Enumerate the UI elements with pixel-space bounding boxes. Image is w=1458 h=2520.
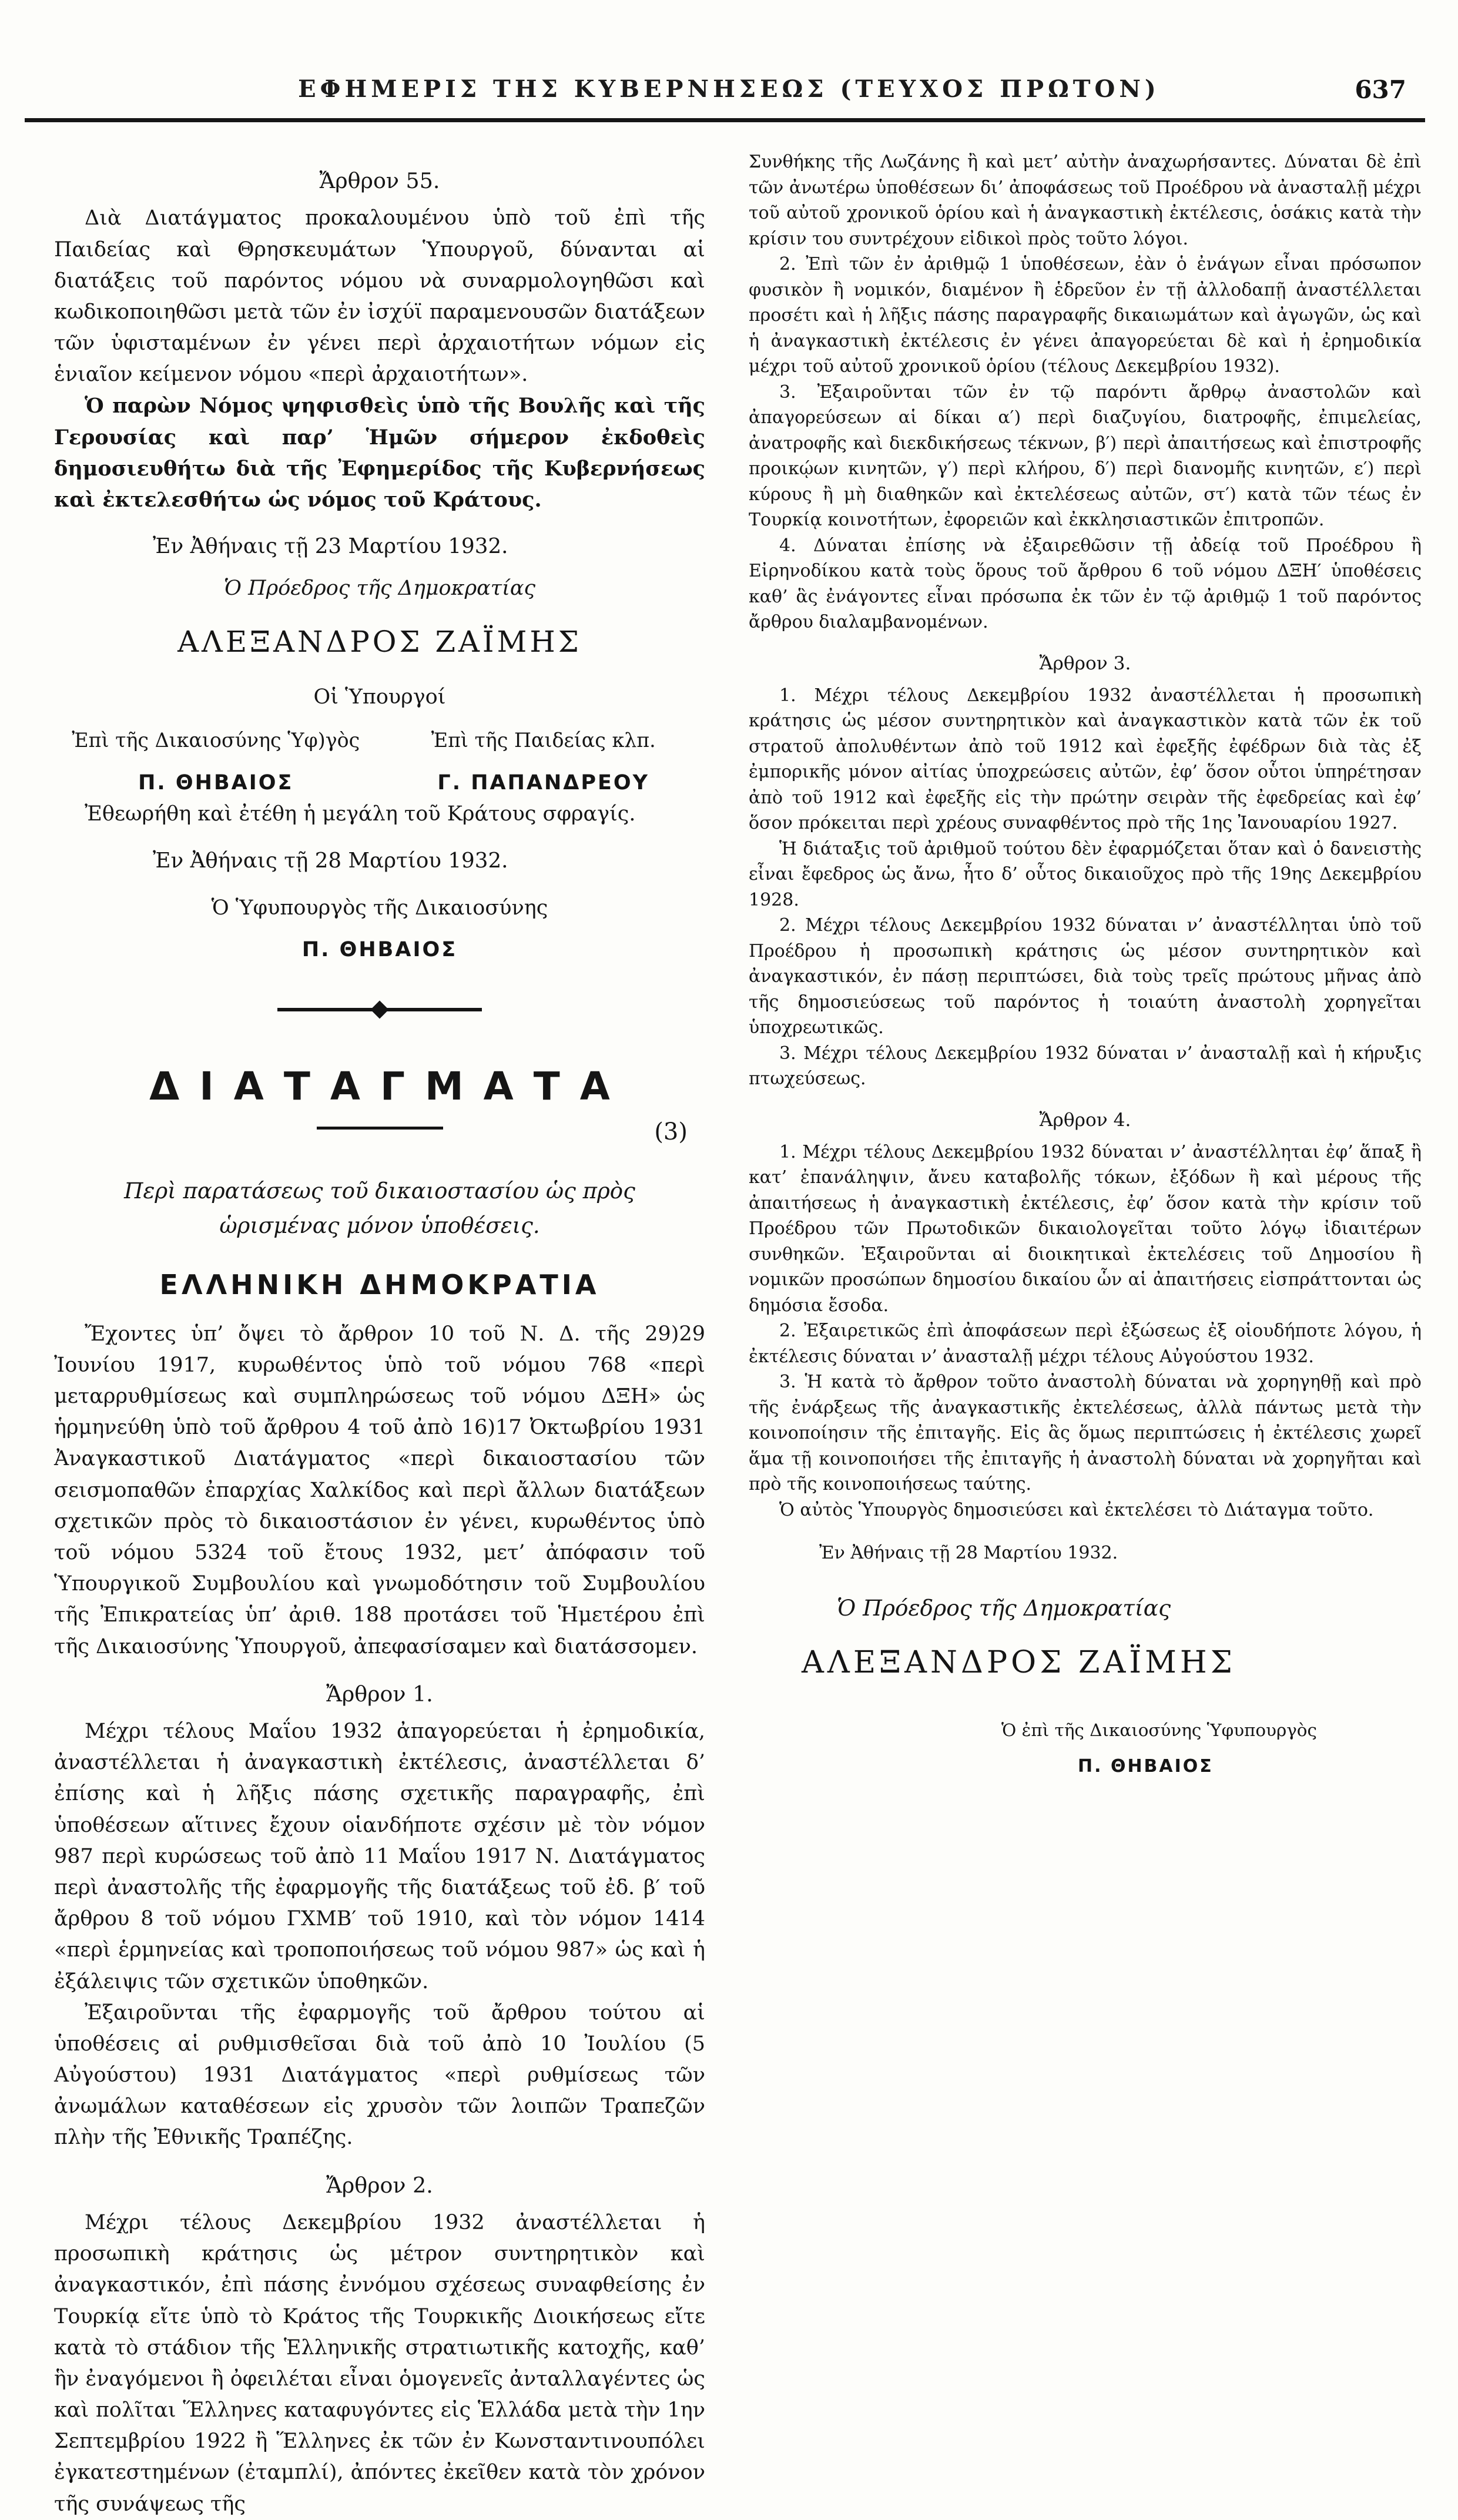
article-55-heading: Ἄρθρον 55. [319,168,440,193]
hellenic-republic-heading: ΕΛΛΗΝΙΚΗ ΔΗΜΟΚΡΑΤΙΑ [159,1268,600,1301]
article-3-paragraph-4: 3. Μέχρι τέλους Δεκεμβρίου 1932 δύναται ν’ ἀνασταλῇ καὶ ἡ κήρυξις πτωχεύσεως. [749,1043,1422,1090]
president-title-right: Ὁ Πρόεδρος τῆς Δημοκρατίας [837,1594,1171,1621]
article-2-paragraph-4: 4. Δύναται ἐπίσης νὰ ἐξαιρεθῶσιν τῇ ἀδείᾳ τοῦ Προέδρου ἢ Εἰρηνοδίκου κατὰ τοὺς ὅρους τοῦ ἄρθρου 6 τοῦ νόμου ΔΞΗ′ ὑποθέσεις καθ’ ἃς ἐνάγοντες εἶναι πρόσωπα ἐκ τῶν ἐν τῷ ἀριθμῷ 1 τοῦ παρόντος ἄρθρου διαλαμβανομένων. [749,535,1422,632]
gazette-masthead [0,0,1458,103]
minister-justice [65,726,367,799]
minister-justice-name: Π. ΘΗΒΑΙΟΣ [138,770,294,795]
page-number: 637 [1355,75,1406,104]
article-1-heading: Ἄρθρον 1. [326,1681,433,1707]
seal-statement: Ἐθεωρήθη καὶ ἐτέθη ἡ μεγάλη τοῦ Κράτους σφραγίς. [85,802,636,826]
article-4-paragraph-1: 1. Μέχρι τέλους Δεκεμβρίου 1932 δύναται ν’ ἀναστέλληται ἐφ’ ἅπαξ ἢ κατ’ ἐπανάληψιν, ἄνευ καταβολῆς τόκων, ἐξόδων ἢ καὶ μέρους τῆς ἀπαιτήσεως ἡ ἀναγκαστικὴ ἐκτέλεσις, ἐφ’ ὅσον κατὰ τὴν κρίσιν τοῦ Προέδρου τῶν Πρωτοδικῶν δικαιολογεῖται τοῦτο λόγῳ ἰδιαιτέρων συνθηκῶν. Ἐξαιροῦνται αἱ διοικητικαὶ ἐκτελέσεις τοῦ Δημοσίου ἢ νομικῶν προσώπων δημοσίου δικαίου ὧν αἱ ἀπαιτήσεις εἰσπράττονται ὡς δημόσια ἔσοδα. [749,1141,1422,1316]
article-3-paragraph-1: 1. Μέχρι τέλους Δεκεμβρίου 1932 ἀναστέλλεται ἡ προσωπικὴ κράτησις ὡς μέσον συντηρητικὸν καὶ ἀναγκαστικὸν κατὰ τῶν ἐκ τοῦ στρατοῦ ἀπολυθέντων ἀπὸ τοῦ 1912 καὶ ἐφεξῆς ἐφέδρων διὰ τὰς ἐξ ἐμπορικῆς μόνον αἰτίας ὑποχρεώσεις αὐτῶν, ἐφ’ ὅσον οὗτοι ὑπηρέτησαν ἀπὸ τοῦ 1912 καὶ ἐφεξῆς εἰς τὴν πρώτην σειρὰν τῆς ἐφεδρείας καὶ ἐφ’ ὅσον πρόκειται περὶ χρέους συναφθέντος πρὸ τῆς 1ης Ἰανουαρίου 1927. [749,685,1422,834]
decree-number: (3) [654,1118,688,1146]
dateline-athens-23-march-1932: Ἐν Ἀθήναις τῇ 23 Μαρτίου 1932. [153,534,508,559]
minister-justice-label: Ἐπὶ τῆς Δικαιοσύνης Ὑφ)γὸς [72,729,360,752]
undersecretary-name-right: Π. ΘΗΒΑΙΟΣ [1078,1756,1214,1777]
article-2-paragraph-1-continuation: Συνθήκης τῆς Λωζάνης ἢ καὶ μετ’ αὐτὴν ἀναχωρήσαντες. Δύναται δὲ ἐπὶ τῶν ἀνωτέρω ὑποθέσεων δι’ ἀποφάσεως τοῦ Προέδρου νὰ ἀνασταλῇ μέχρι τοῦ αὐτοῦ χρονικοῦ ὁρίου καὶ ἡ ἀναγκαστικὴ ἐκτέλεσις, ὁσάκις κατὰ τὴν κρίσιν του συντρέχουν εἰδικοὶ πρὸς τοῦτο λόγοι. [749,152,1422,249]
undersecretary-title-right: Ὁ ἐπὶ τῆς Δικαιοσύνης Ὑφυπουργὸς [1001,1720,1317,1741]
closing-execution-paragraph: Ὁ αὐτὸς Ὑπουργὸς δημοσιεύσει καὶ ἐκτελέσει τὸ Διάταγμα τοῦτο. [779,1499,1374,1520]
president-name: ΑΛΕΞΑΝΔΡΟΣ ΖΑΪΜΗΣ [177,624,582,659]
minister-education-label: Ἐπὶ τῆς Παιδείας κλπ. [431,729,656,752]
president-title: Ὁ Πρόεδρος τῆς Δημοκρατίας [223,577,536,601]
article-2-heading: Ἄρθρον 2. [326,2172,433,2198]
article-4-paragraph-3: 3. Ἡ κατὰ τὸ ἄρθρον τοῦτο ἀναστολὴ δύναται νὰ χορηγηθῇ καὶ πρὸ τῆς ἐνάρξεως τῆς ἀναγκαστικῆς ἐκτελέσεως, ἀλλὰ πάντως μετὰ τὴν κοινοποίησιν τῆς ἐπιταγῆς. Εἰς ἃς ὅμως περιπτώσεις ἡ ἐκτέλεσις χωρεῖ ἅμα τῇ κοινοποιήσει τῆς ἐπιταγῆς ἡ ἀναστολὴ δύναται νὰ χορηγῆται καὶ πρὸ τῆς κοινοποιήσεως ταύτης. [749,1372,1422,1495]
article-2-paragraph-2: 2. Ἐπὶ τῶν ἐν ἀριθμῷ 1 ὑποθέσεων, ἐὰν ὁ ἐνάγων εἶναι πρόσωπον φυσικὸν ἢ νομικόν, διαμένον ἢ ἑδρεῦον ἐν τῇ ἀλλοδαπῇ ἀναστέλλεται προσέτι καὶ ἡ λῆξις πάσης παραγραφῆς δικαιωμάτων καὶ ἀγωγῶν, ὡς καὶ ἡ ἀναγκαστικὴ ἐκτέλεσις ἐν γένει ἀπαγορεύεται δὲ καὶ ἡ ἐρημοδικία μέχρι τοῦ αὐτοῦ χρονικοῦ ὁρίου (τέλους Δεκεμβρίου 1932). [749,254,1422,377]
decree-preamble: Ἔχοντες ὑπ’ ὄψει τὸ ἄρθρον 10 τοῦ Ν. Δ. τῆς 29)29 Ἰουνίου 1917, κυρωθέντος ὑπὸ τοῦ νόμου 768 «περὶ μεταρρυθμίσεως καὶ συμπληρώσεως τοῦ νόμου ΔΞΗ» ὡς ἡρμηνεύθη ὑπὸ τοῦ ἄρθρου 4 τοῦ ἀπὸ 16)17 Ὀκτωβρίου 1931 Ἀναγκαστικοῦ Διατάγματος «περὶ δικαιοστασίου τῶν σεισμοπαθῶν ἐπαρχίας Χαλκίδος καὶ περὶ ἄλλων διατάξεων σχετικῶν πρὸς τὸ δικαιοστάσιον ἐν γένει, κυρωθέντος ὑπὸ τοῦ νόμου 5324 τοῦ ἔτους 1932, μετ’ ἀπόφασιν τοῦ Ὑπουργικοῦ Συμβουλίου καὶ γνωμοδότησιν τοῦ Συμβουλίου τῆς Ἐπικρατείας ὑπ’ ἀριθ. 188 προτάσει τοῦ Ἡμετέρου ἐπὶ τῆς Δικαιοσύνης Ὑπουργοῦ, ἀπεφασίσαμεν καὶ διατάσσομεν. [54,1322,705,1658]
ministers-signatures [54,726,705,799]
divider-diamond-icon [370,1000,388,1018]
page-body [0,122,1458,2520]
article-4-paragraph-2: 2. Ἐξαιρετικῶς ἐπὶ ἀποφάσεων περὶ ἐξώσεως ἐξ οἱουδήποτε λόγου, ἡ ἐκτέλεσις δύναται ν’ ἀνασταλῇ μέχρι τέλους Αὐγούστου 1932. [749,1321,1422,1367]
header-rule [25,118,1425,122]
article-4-heading: Ἄρθρον 4. [1039,1109,1131,1131]
left-column [54,149,705,2520]
decrees-section-heading: ΔΙΑΤΑΓΜΑΤΑ [149,1063,630,1109]
article-3-paragraph-3: 2. Μέχρι τέλους Δεκεμβρίου 1932 δύναται ν’ ἀναστέλληται ὑπὸ τοῦ Προέδρου ἡ προσωπικὴ κράτησις ὡς μέσον συντηρητικὸν καὶ ἀναγκαστικόν, ἐν πάσῃ περιπτώσει, διὰ τοὺς τρεῖς πρώτους μῆνας ἀπὸ τῆς δημοσιεύσεως τοῦ παρόντος ἡ τοιαύτη ἀναστολὴ χορηγεῖται ὑποχρεωτικῶς. [749,915,1422,1038]
decree-subject: Περὶ παρατάσεως τοῦ δικαιοστασίου ὡς πρὸς ὡρισμένας μόνον ὑποθέσεις. [124,1178,635,1239]
dateline-athens-28-march-1932-right: Ἐν Ἀθήναις τῇ 28 Μαρτίου 1932. [819,1543,1118,1564]
minister-education [392,726,695,799]
paragraph-decree-codification: Διὰ Διατάγματος προκαλουμένου ὑπὸ τοῦ ἐπὶ τῆς Παιδείας καὶ Θρησκευμάτων Ὑπουργοῦ, δύνανται αἱ διατάξεις τοῦ παρόντος νόμου νὰ συναρμολογηθῶσι καὶ κωδικοποιηθῶσι μετὰ τῶν ἐν ἰσχύϊ παραμενουσῶν διατάξεων τῶν ὑφισταμένων ἐν γένει περὶ ἀρχαιοτήτων νόμων εἰς ἑνιαῖον κείμενον νόμου «περὶ ἀρχαιοτήτων». [54,206,705,387]
right-column [749,149,1422,1780]
president-name-right: ΑΛΕΞΑΝΔΡΟΣ ΖΑΪΜΗΣ [802,1644,1236,1681]
article-1-paragraph-1: Μέχρι τέλους Μαΐου 1932 ἀπαγορεύεται ἡ ἐρημοδικία, ἀναστέλλεται ἡ ἀναγκαστικὴ ἐκτέλεσις, ἀναστέλλεται δ’ ἐπίσης καὶ ἡ λῆξις πάσης σχετικῆς παραγραφῆς, ἐπὶ ὑποθέσεων αἵτινες ἔχουν οἱανδήποτε σχέσιν μὲ τὸν νόμον 987 περὶ κυρώσεως τοῦ ἀπὸ 11 Μαΐου 1917 Ν. Διατάγματος περὶ ἀναστολῆς τῆς ἐφαρμογῆς τῆς διατάξεως τοῦ ἐδ. β′ τοῦ ἄρθρου 8 τοῦ νόμου ΓΧΜΒ′ τοῦ 1910, καὶ τὸν νόμον 1414 «περὶ ἑρμηνείας καὶ τροποποιήσεως τοῦ νόμου 987» ὡς καὶ ἡ ἐξάλειψις τῶν σχετικῶν ὑποθηκῶν. [54,1720,705,1993]
paragraph-promulgation: Ὁ παρὼν Νόμος ψηφισθεὶς ὑπὸ τῆς Βουλῆς καὶ τῆς Γερουσίας καὶ παρ’ Ἡμῶν σήμερον ἐκδοθεὶς δημοσιευθήτω διὰ τῆς Ἐφημερίδος τῆς Κυβερνήσεως καὶ ἐκτελεσθήτω ὡς νόμος τοῦ Κράτους. [54,394,705,512]
divider-line-left [277,1008,374,1011]
article-3-heading: Ἄρθρον 3. [1039,652,1131,674]
section-divider [54,1003,705,1016]
article-1-paragraph-2: Ἐξαιροῦνται τῆς ἐφαρμογῆς τοῦ ἄρθρου τούτου αἱ ὑποθέσεις αἱ ρυθμισθεῖσαι διὰ τοῦ ἀπὸ 10 Ἰουλίου (5 Αὐγούστου) 1931 Διατάγματος «περὶ ρυθμίσεως τῶν ἀνωμάλων καταθέσεων εἰς χρυσὸν τῶν λοιπῶν Τραπεζῶν πλὴν τῆς Ἐθνικῆς Τραπέζης. [54,2000,705,2150]
article-2-paragraph-3: 3. Ἐξαιροῦνται τῶν ἐν τῷ παρόντι ἄρθρῳ ἀναστολῶν καὶ ἀπαγορεύσεων αἱ δίκαι α′) περὶ διαζυγίου, διατροφῆς, ἐπιμελείας, ἀνατροφῆς καὶ διεκδικήσεως τέκνων, β′) περὶ ἀπαιτήσεως καὶ ἐπιστροφῆς προικῴων κινητῶν, γ′) περὶ κλήρου, δ′) περὶ διανομῆς κινητῶν, ε′) περὶ κύρους ἢ μὴ διαθηκῶν καὶ ἐκτελέσεως αὐτῶν, στ′) κατὰ τῶν τέως ἐν Τουρκίᾳ κοινοτήτων, ἐφορειῶν καὶ ἐκκλησιαστικῶν ἐπιτροπῶν. [749,381,1422,530]
gazette-title: ΕΦΗΜΕΡΙΣ ΤΗΣ ΚΥΒΕΡΝΗΣΕΩΣ (ΤΕΥΧΟΣ ΠΡΩΤΟΝ) [298,75,1160,103]
divider-line-right [385,1008,482,1011]
article-3-paragraph-2: Ἡ διάταξις τοῦ ἀριθμοῦ τούτου δὲν ἐφαρμόζεται ὅταν καὶ ὁ δανειστὴς εἶναι ἔφεδρος ὡς ἄνω, ἦτο δ’ οὗτος δικαιοῦχος πρὸ τῆς 19ης Δεκεμβρίου 1928. [749,838,1422,910]
undersecretary-title: Ὁ Ὑφυπουργὸς τῆς Δικαιοσύνης [211,896,548,920]
undersecretary-name: Π. ΘΗΒΑΙΟΣ [301,937,458,961]
article-2-paragraph-1: Μέχρι τέλους Δεκεμβρίου 1932 ἀναστέλλεται ἡ προσωπικὴ κράτησις ὡς μέτρον συντηρητικὸν καὶ ἀναγκαστικόν, ἐπὶ πάσης ἐννόμου σχέσεως συναφθείσης ἐν Τουρκίᾳ εἴτε ὑπὸ τὸ Κράτος τῆς Τουρκικῆς Διοικήσεως εἴτε κατὰ τὸ στάδιον τῆς Ἑλληνικῆς στρατιωτικῆς κατοχῆς, καθ’ ἣν ἐναγόμενοι ἢ ὀφειλέται εἶναι ὁμογενεῖς ἀνταλλαγέντες ὡς καὶ πολῖται Ἕλληνες καταφυγόντες εἰς Ἑλλάδα μετὰ τὴν 1ην Σεπτεμβρίου 1922 ἢ Ἕλληνες ἐκ τῶν ἐν Κωνσταντινουπόλει ἐγκατεστημένων (ἐταμπλί), ἀπόντες ἐκεῖθεν κατὰ τὸν χρόνον τῆς συνάψεως τῆς [54,2210,705,2516]
ministers-caption: Οἱ Ὑπουργοί [313,685,446,709]
dateline-athens-28-march-1932: Ἐν Ἀθήναις τῇ 28 Μαρτίου 1932. [153,849,508,873]
minister-education-name: Γ. ΠΑΠΑΝΔΡΕΟΥ [437,770,650,795]
